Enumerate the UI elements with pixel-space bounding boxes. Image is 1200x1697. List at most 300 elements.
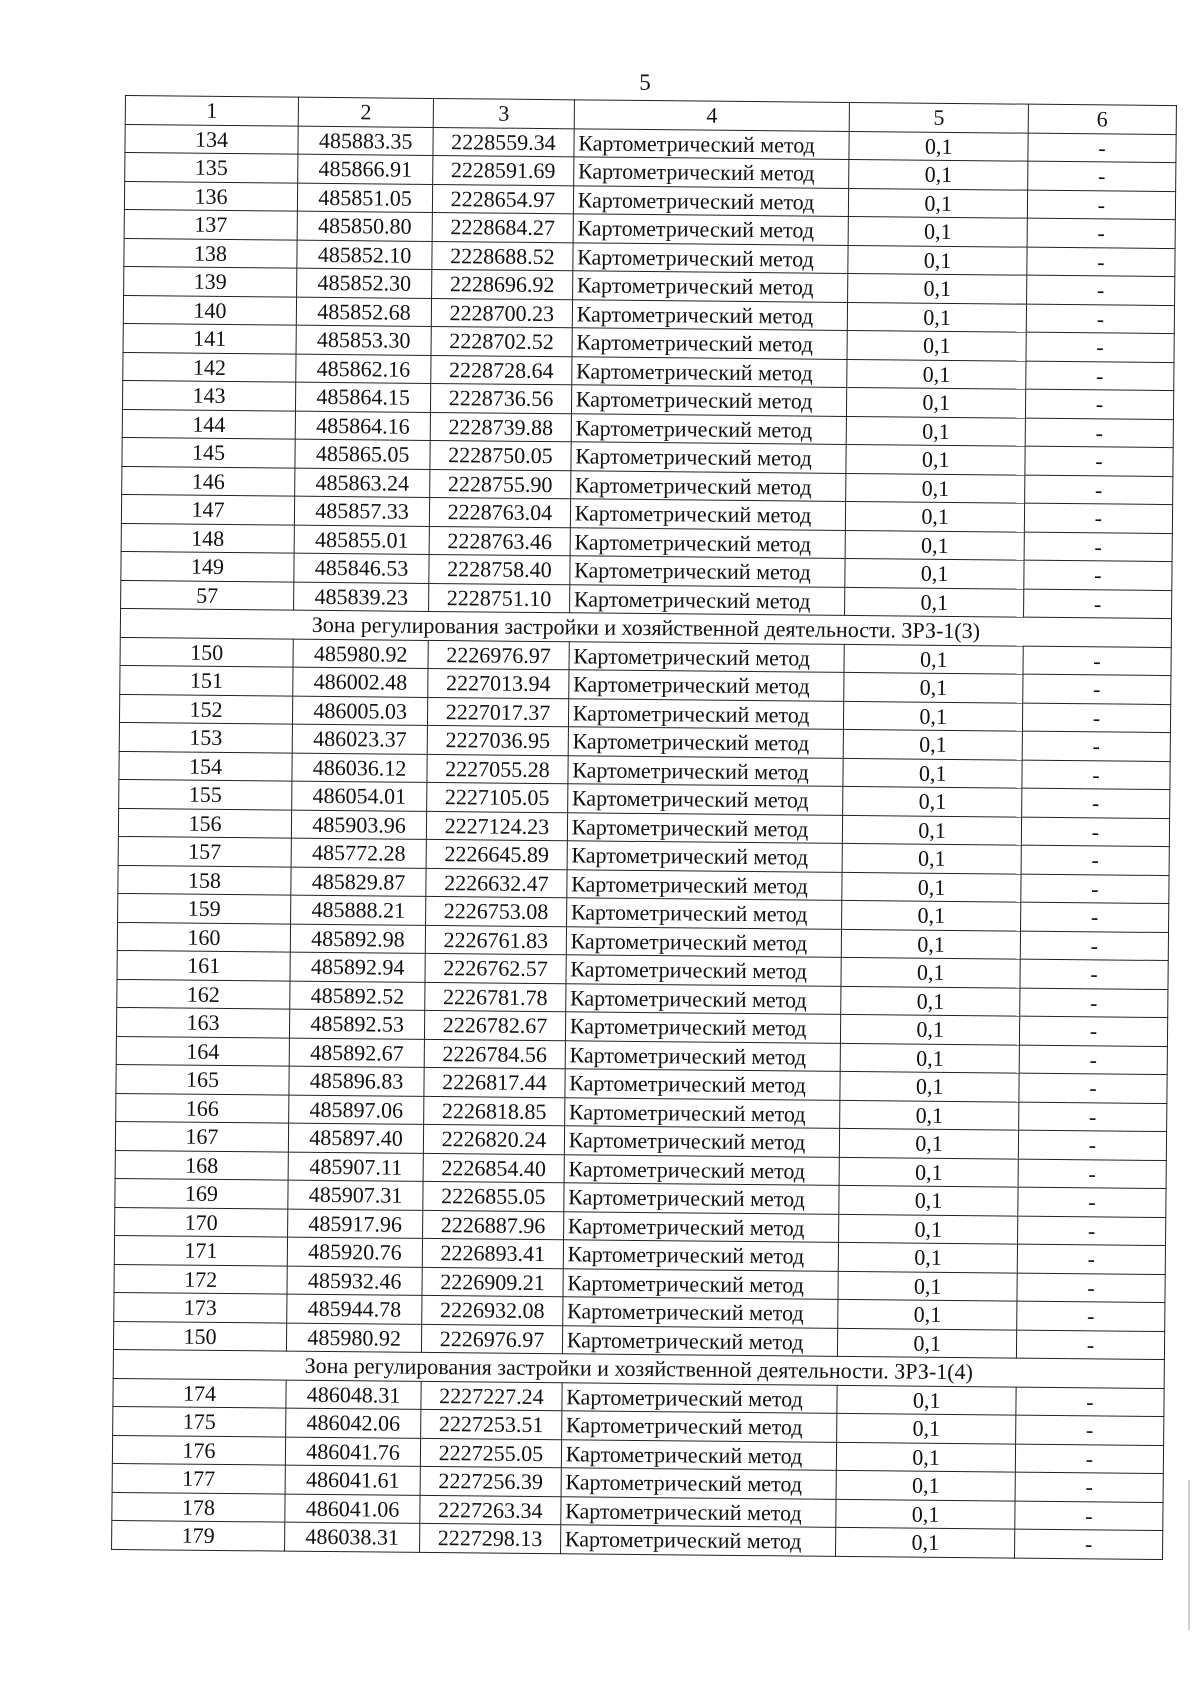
method-cell: Картометрический метод	[563, 1211, 839, 1242]
method-cell: Картометрический метод	[562, 1325, 838, 1356]
accuracy-cell: 0,1	[840, 1100, 1019, 1130]
coord-y-cell: 2228755.90	[430, 469, 571, 499]
point-number-cell: 173	[114, 1292, 287, 1322]
coord-x-cell: 485839.23	[294, 582, 429, 612]
coord-x-cell: 485850.80	[297, 211, 432, 241]
coord-x-cell: 485852.68	[296, 297, 431, 327]
accuracy-cell: 0,1	[838, 1271, 1017, 1301]
coord-x-cell: 485920.76	[287, 1237, 422, 1267]
point-number-cell: 168	[115, 1150, 288, 1180]
coord-x-cell: 485903.96	[291, 810, 426, 840]
accuracy-cell: 0,1	[841, 957, 1020, 987]
coord-y-cell: 2227227.24	[421, 1381, 562, 1411]
point-number-cell: 167	[115, 1121, 288, 1151]
note-cell: -	[1024, 475, 1172, 505]
method-cell: Картометрический метод	[568, 670, 844, 701]
coord-y-cell: 2226932.08	[422, 1295, 563, 1325]
note-cell: -	[1024, 560, 1172, 590]
coord-x-cell: 485866.91	[298, 154, 433, 184]
point-number-cell: 145	[122, 437, 295, 467]
page-number: 5	[639, 70, 651, 95]
coord-y-cell: 2226887.96	[423, 1210, 564, 1240]
point-number-cell: 163	[116, 1007, 289, 1037]
coord-x-cell: 485857.33	[294, 496, 429, 526]
accuracy-cell: 0,1	[837, 1442, 1016, 1472]
coord-x-cell: 485888.21	[291, 895, 426, 925]
method-cell: Картометрический метод	[572, 271, 848, 302]
accuracy-cell: 0,1	[846, 473, 1025, 503]
note-cell: -	[1020, 988, 1168, 1018]
point-number-cell: 159	[118, 893, 291, 923]
note-cell: -	[1017, 1273, 1165, 1303]
point-number-cell: 158	[118, 865, 291, 895]
table-body	[112, 124, 1177, 1559]
note-cell: -	[1021, 788, 1169, 818]
method-cell: Картометрический метод	[567, 812, 843, 843]
note-cell: -	[1019, 1016, 1167, 1046]
point-number-cell: 172	[114, 1264, 287, 1294]
accuracy-cell: 0,1	[839, 1214, 1018, 1244]
coord-x-cell: 485980.92	[286, 1323, 421, 1353]
coord-y-cell: 2227105.05	[427, 782, 568, 812]
note-cell: -	[1021, 817, 1169, 847]
method-cell: Картометрический метод	[565, 1040, 841, 1071]
point-number-cell: 164	[116, 1036, 289, 1066]
coord-x-cell: 485855.01	[294, 525, 429, 555]
method-cell: Картометрический метод	[570, 527, 846, 558]
accuracy-cell: 0,1	[848, 273, 1027, 303]
coord-y-cell: 2227017.37	[428, 697, 569, 727]
point-number-cell: 170	[115, 1207, 288, 1237]
note-cell: -	[1015, 1472, 1163, 1502]
coord-x-cell: 486002.48	[293, 667, 428, 697]
coord-x-cell: 485896.83	[289, 1066, 424, 1096]
method-cell: Картометрический метод	[570, 499, 846, 530]
note-cell: -	[1015, 1501, 1163, 1531]
coord-y-cell: 2228739.88	[430, 412, 571, 442]
coord-y-cell: 2226782.67	[425, 1010, 566, 1040]
method-cell: Картометрический метод	[573, 185, 849, 216]
note-cell: -	[1019, 1073, 1167, 1103]
method-cell: Картометрический метод	[567, 841, 843, 872]
header-col-3: 3	[433, 98, 574, 128]
coord-x-cell: 486041.06	[285, 1494, 420, 1524]
accuracy-cell: 0,1	[845, 558, 1024, 588]
note-cell: -	[1015, 1415, 1163, 1445]
method-cell: Картометрический метод	[567, 784, 843, 815]
coord-x-cell: 485892.94	[290, 952, 425, 982]
accuracy-cell: 0,1	[839, 1185, 1018, 1215]
method-cell: Картометрический метод	[570, 556, 846, 587]
note-cell: -	[1028, 133, 1176, 163]
note-cell: -	[1024, 503, 1172, 533]
method-cell: Картометрический метод	[562, 1297, 838, 1328]
accuracy-cell: 0,1	[841, 1014, 1020, 1044]
method-cell: Картометрический метод	[571, 385, 847, 416]
coord-x-cell: 485864.16	[295, 411, 430, 441]
scan-edge-mark	[1188, 1480, 1190, 1630]
coord-x-cell: 485829.87	[291, 867, 426, 897]
accuracy-cell: 0,1	[847, 387, 1026, 417]
point-number-cell: 175	[113, 1406, 286, 1436]
method-cell: Картометрический метод	[571, 413, 847, 444]
note-cell: -	[1022, 731, 1170, 761]
header-col-5: 5	[850, 102, 1029, 132]
point-number-cell: 157	[118, 836, 291, 866]
accuracy-cell: 0,1	[841, 1043, 1020, 1073]
note-cell: -	[1027, 190, 1175, 220]
point-number-cell: 152	[119, 694, 292, 724]
accuracy-cell: 0,1	[843, 758, 1022, 788]
method-cell: Картометрический метод	[572, 328, 848, 359]
method-cell: Картометрический метод	[573, 157, 849, 188]
coord-y-cell: 2228591.69	[433, 155, 574, 185]
coord-y-cell: 2228763.04	[430, 497, 571, 527]
coord-x-cell: 486036.12	[292, 753, 427, 783]
note-cell: -	[1023, 646, 1171, 676]
coord-y-cell: 2228758.40	[429, 554, 570, 584]
accuracy-cell: 0,1	[842, 929, 1021, 959]
coord-y-cell: 2227298.13	[420, 1523, 561, 1553]
accuracy-cell: 0,1	[849, 188, 1028, 218]
note-cell: -	[1024, 532, 1172, 562]
note-cell: -	[1020, 931, 1168, 961]
accuracy-cell: 0,1	[840, 1071, 1019, 1101]
note-cell: -	[1025, 446, 1173, 476]
point-number-cell: 169	[115, 1178, 288, 1208]
note-cell: -	[1017, 1244, 1165, 1274]
coord-x-cell: 485892.98	[290, 924, 425, 954]
coord-x-cell: 485897.06	[289, 1095, 424, 1125]
method-cell: Картометрический метод	[566, 955, 842, 986]
note-cell: -	[1026, 332, 1174, 362]
coord-x-cell: 486023.37	[292, 724, 427, 754]
zone-title: Зона регулирования застройки и хозяйственной деятельности. ЗРЗ-1(3)	[120, 608, 1171, 647]
accuracy-cell: 0,1	[837, 1413, 1016, 1443]
coord-x-cell: 485865.05	[295, 439, 430, 469]
accuracy-cell: 0,1	[844, 644, 1023, 674]
method-cell: Картометрический метод	[563, 1240, 839, 1271]
coord-x-cell: 485944.78	[287, 1294, 422, 1324]
accuracy-cell: 0,1	[841, 986, 1020, 1016]
coord-y-cell: 2226817.44	[424, 1067, 565, 1097]
method-cell: Картометрический метод	[564, 1097, 840, 1128]
note-cell: -	[1016, 1330, 1164, 1360]
point-number-cell: 165	[116, 1064, 289, 1094]
note-cell: -	[1018, 1187, 1166, 1217]
coord-x-cell: 486041.76	[285, 1437, 420, 1467]
coord-y-cell: 2228688.52	[432, 241, 573, 271]
point-number-cell: 146	[122, 466, 295, 496]
note-cell: -	[1021, 845, 1169, 875]
coord-y-cell: 2228684.27	[432, 212, 573, 242]
point-number-cell: 148	[121, 523, 294, 553]
accuracy-cell: 0,1	[847, 330, 1026, 360]
point-number-cell: 136	[124, 181, 297, 211]
accuracy-cell: 0,1	[836, 1527, 1015, 1557]
method-cell: Картометрический метод	[564, 1126, 840, 1157]
accuracy-cell: 0,1	[837, 1385, 1016, 1415]
accuracy-cell: 0,1	[843, 786, 1022, 816]
coord-x-cell: 485917.96	[288, 1209, 423, 1239]
accuracy-cell: 0,1	[836, 1499, 1015, 1529]
coord-y-cell: 2226761.83	[425, 925, 566, 955]
method-cell: Картометрический метод	[574, 128, 850, 159]
method-cell: Картометрический метод	[561, 1411, 837, 1442]
point-number-cell: 149	[121, 551, 294, 581]
accuracy-cell: 0,1	[849, 216, 1028, 246]
method-cell: Картометрический метод	[570, 470, 846, 501]
note-cell: -	[1017, 1301, 1165, 1331]
coord-y-cell: 2227055.28	[427, 754, 568, 784]
coord-y-cell: 2226976.97	[428, 640, 569, 670]
point-number-cell: 141	[123, 323, 296, 353]
coordinates-table	[111, 95, 1177, 1560]
coord-y-cell: 2226976.97	[422, 1324, 563, 1354]
accuracy-cell: 0,1	[838, 1299, 1017, 1329]
accuracy-cell: 0,1	[836, 1470, 1015, 1500]
accuracy-cell: 0,1	[843, 843, 1022, 873]
method-cell: Картометрический метод	[564, 1183, 840, 1214]
note-cell: -	[1027, 247, 1175, 277]
method-cell: Картометрический метод	[565, 983, 841, 1014]
point-number-cell: 171	[114, 1235, 287, 1265]
coord-x-cell: 485864.15	[295, 382, 430, 412]
header-col-6: 6	[1028, 104, 1176, 134]
method-cell: Картометрический метод	[561, 1496, 837, 1527]
point-number-cell: 144	[122, 409, 295, 439]
accuracy-cell: 0,1	[840, 1128, 1019, 1158]
method-cell: Картометрический метод	[568, 698, 844, 729]
note-cell: -	[1016, 1387, 1164, 1417]
coord-x-cell: 486048.31	[286, 1380, 421, 1410]
accuracy-cell: 0,1	[846, 530, 1025, 560]
note-cell: -	[1025, 389, 1173, 419]
note-cell: -	[1026, 361, 1174, 391]
coord-y-cell: 2228751.10	[429, 583, 570, 613]
point-number-cell: 166	[116, 1093, 289, 1123]
method-cell: Картометрический метод	[573, 214, 849, 245]
point-number-cell: 179	[112, 1520, 285, 1550]
coord-x-cell: 485907.11	[288, 1152, 423, 1182]
accuracy-cell: 0,1	[849, 131, 1028, 161]
point-number-cell: 154	[119, 751, 292, 781]
note-cell: -	[1026, 304, 1174, 334]
coord-y-cell: 2227036.95	[427, 725, 568, 755]
coord-x-cell: 485892.53	[289, 1009, 424, 1039]
note-cell: -	[1020, 959, 1168, 989]
point-number-cell: 150	[113, 1321, 286, 1351]
coord-x-cell: 485772.28	[291, 838, 426, 868]
note-cell: -	[1019, 1045, 1167, 1075]
coord-y-cell: 2226781.78	[425, 982, 566, 1012]
point-number-cell: 151	[120, 665, 293, 695]
accuracy-cell: 0,1	[846, 501, 1025, 531]
note-cell: -	[1027, 218, 1175, 248]
header-col-4: 4	[574, 100, 850, 131]
accuracy-cell: 0,1	[847, 416, 1026, 446]
coord-y-cell: 2226632.47	[426, 868, 567, 898]
point-number-cell: 177	[112, 1463, 285, 1493]
accuracy-cell: 0,1	[844, 672, 1023, 702]
method-cell: Картометрический метод	[566, 898, 842, 929]
point-number-cell: 160	[117, 922, 290, 952]
point-number-cell: 155	[119, 779, 292, 809]
accuracy-cell: 0,1	[848, 245, 1027, 275]
note-cell: -	[1027, 161, 1175, 191]
coord-y-cell: 2226909.21	[422, 1267, 563, 1297]
point-number-cell: 156	[118, 808, 291, 838]
method-cell: Картометрический метод	[560, 1525, 836, 1556]
coord-x-cell: 485932.46	[287, 1266, 422, 1296]
coord-x-cell: 485892.67	[289, 1038, 424, 1068]
accuracy-cell: 0,1	[845, 587, 1024, 617]
coord-x-cell: 486038.31	[285, 1522, 420, 1552]
coord-x-cell: 486005.03	[292, 696, 427, 726]
coord-y-cell: 2228696.92	[432, 269, 573, 299]
method-cell: Картометрический метод	[563, 1268, 839, 1299]
coord-x-cell: 485862.16	[296, 354, 431, 384]
point-number-cell: 174	[113, 1378, 286, 1408]
coord-x-cell: 485851.05	[297, 183, 432, 213]
coord-y-cell: 2226762.57	[425, 953, 566, 983]
point-number-cell: 162	[117, 979, 290, 1009]
accuracy-cell: 0,1	[847, 359, 1026, 389]
header-col-2: 2	[298, 97, 433, 127]
coord-y-cell: 2226753.08	[426, 896, 567, 926]
point-number-cell: 178	[112, 1492, 285, 1522]
coord-x-cell: 485892.52	[290, 981, 425, 1011]
note-cell: -	[1026, 275, 1174, 305]
coord-x-cell: 485853.30	[296, 325, 431, 355]
note-cell: -	[1018, 1130, 1166, 1160]
coord-y-cell: 2228750.05	[430, 440, 571, 470]
coord-y-cell: 2226855.05	[423, 1181, 564, 1211]
coord-y-cell: 2226893.41	[422, 1238, 563, 1268]
coord-y-cell: 2226645.89	[426, 839, 567, 869]
point-number-cell: 150	[120, 637, 293, 667]
coord-y-cell: 2228728.64	[431, 355, 572, 385]
coord-x-cell: 485897.40	[288, 1123, 423, 1153]
method-cell: Картометрический метод	[567, 869, 843, 900]
coord-x-cell: 485980.92	[293, 639, 428, 669]
point-number-cell: 139	[124, 266, 297, 296]
coord-y-cell: 2227253.51	[421, 1409, 562, 1439]
coord-y-cell: 2227255.05	[421, 1438, 562, 1468]
coord-y-cell: 2228559.34	[433, 127, 574, 157]
method-cell: Картометрический метод	[572, 299, 848, 330]
method-cell: Картометрический метод	[562, 1382, 838, 1413]
note-cell: -	[1018, 1159, 1166, 1189]
method-cell: Картометрический метод	[571, 442, 847, 473]
point-number-cell: 142	[123, 352, 296, 382]
method-cell: Картометрический метод	[561, 1468, 837, 1499]
coord-x-cell: 486042.06	[286, 1408, 421, 1438]
coord-x-cell: 485852.10	[297, 240, 432, 270]
note-cell: -	[1025, 418, 1173, 448]
coord-y-cell: 2226818.85	[424, 1096, 565, 1126]
coord-y-cell: 2228700.23	[431, 298, 572, 328]
method-cell: Картометрический метод	[565, 1012, 841, 1043]
accuracy-cell: 0,1	[843, 815, 1022, 845]
coord-y-cell: 2226820.24	[424, 1124, 565, 1154]
method-cell: Картометрический метод	[568, 727, 844, 758]
accuracy-cell: 0,1	[839, 1242, 1018, 1272]
coord-x-cell: 485846.53	[294, 553, 429, 583]
point-number-cell: 138	[124, 238, 297, 268]
point-number-cell: 57	[121, 580, 294, 610]
note-cell: -	[1015, 1444, 1163, 1474]
note-cell: -	[1023, 589, 1171, 619]
accuracy-cell: 0,1	[849, 159, 1028, 189]
coord-x-cell: 485907.31	[288, 1180, 423, 1210]
method-cell: Картометрический метод	[568, 755, 844, 786]
point-number-cell: 134	[125, 124, 298, 154]
coord-x-cell: 485852.30	[297, 268, 432, 298]
method-cell: Картометрический метод	[564, 1154, 840, 1185]
zone-title: Зона регулирования застройки и хозяйственной деятельности. ЗРЗ-1(4)	[113, 1349, 1164, 1388]
method-cell: Картометрический метод	[561, 1439, 837, 1470]
coord-y-cell: 2227263.34	[420, 1495, 561, 1525]
note-cell: -	[1014, 1529, 1162, 1559]
note-cell: -	[1017, 1216, 1165, 1246]
note-cell: -	[1018, 1102, 1166, 1132]
accuracy-cell: 0,1	[846, 444, 1025, 474]
coord-y-cell: 2228736.56	[431, 383, 572, 413]
method-cell: Картометрический метод	[569, 584, 845, 615]
coord-x-cell: 486041.61	[285, 1465, 420, 1495]
coord-x-cell: 486054.01	[292, 781, 427, 811]
note-cell: -	[1021, 874, 1169, 904]
accuracy-cell: 0,1	[842, 872, 1021, 902]
method-cell: Картометрический метод	[571, 356, 847, 387]
coord-y-cell: 2228763.46	[429, 526, 570, 556]
coord-y-cell: 2226854.40	[423, 1153, 564, 1183]
point-number-cell: 137	[124, 209, 297, 239]
coord-x-cell: 485863.24	[295, 468, 430, 498]
coord-y-cell: 2226784.56	[424, 1039, 565, 1069]
accuracy-cell: 0,1	[842, 900, 1021, 930]
note-cell: -	[1022, 760, 1170, 790]
point-number-cell: 176	[112, 1435, 285, 1465]
point-number-cell: 161	[117, 950, 290, 980]
method-cell: Картометрический метод	[565, 1069, 841, 1100]
coord-x-cell: 485883.35	[298, 126, 433, 156]
coord-y-cell: 2228702.52	[431, 326, 572, 356]
note-cell: -	[1023, 674, 1171, 704]
method-cell: Картометрический метод	[573, 242, 849, 273]
point-number-cell: 143	[122, 380, 295, 410]
point-number-cell: 140	[123, 295, 296, 325]
accuracy-cell: 0,1	[848, 302, 1027, 332]
method-cell: Картометрический метод	[566, 926, 842, 957]
point-number-cell: 135	[125, 153, 298, 183]
method-cell: Картометрический метод	[569, 641, 845, 672]
point-number-cell: 153	[119, 722, 292, 752]
coord-y-cell: 2227256.39	[420, 1466, 561, 1496]
header-col-1: 1	[125, 96, 298, 126]
point-number-cell: 147	[121, 494, 294, 524]
note-cell: -	[1020, 902, 1168, 932]
accuracy-cell: 0,1	[838, 1328, 1017, 1358]
accuracy-cell: 0,1	[844, 729, 1023, 759]
coord-y-cell: 2228654.97	[433, 184, 574, 214]
accuracy-cell: 0,1	[840, 1157, 1019, 1187]
coord-y-cell: 2227124.23	[427, 811, 568, 841]
coord-y-cell: 2227013.94	[428, 668, 569, 698]
accuracy-cell: 0,1	[844, 701, 1023, 731]
note-cell: -	[1022, 703, 1170, 733]
